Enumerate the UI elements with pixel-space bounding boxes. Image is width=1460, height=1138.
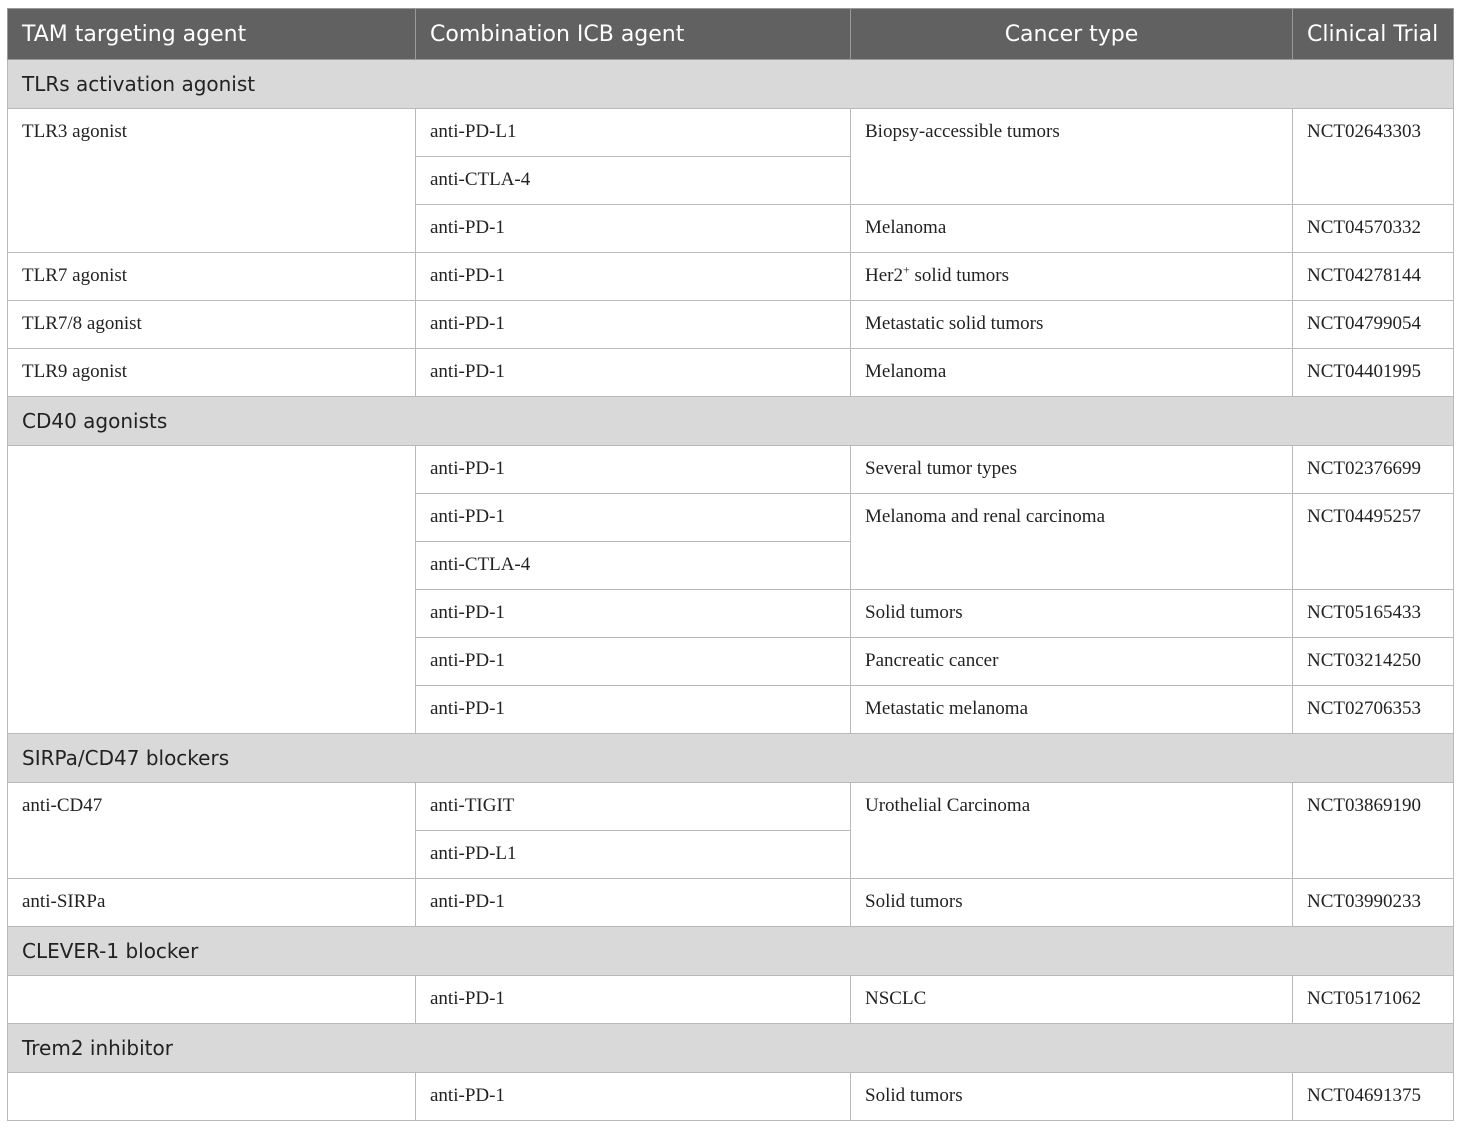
icb-agent-cell: anti-PD-1 [416,494,851,542]
clinical-trials-table [7,8,1454,1121]
icb-agent-cell: anti-PD-1 [416,976,851,1024]
section-row-trem2 [8,1024,1454,1073]
header-cancer-type: Cancer type [851,9,1293,60]
cancer-type-cell: Several tumor types [851,446,1293,494]
icb-agent-cell: anti-PD-1 [416,205,851,253]
her2-label: Her2 [865,265,903,286]
cancer-type-cell: Melanoma [851,205,1293,253]
section-row-cd40 [8,397,1454,446]
tam-agent-cell: TLR7/8 agonist [8,301,416,349]
icb-agent-cell: anti-PD-L1 [416,831,851,879]
cancer-type-cell: Solid tumors [851,1073,1293,1121]
table-row [8,1073,1454,1121]
trial-id-cell: NCT03990233 [1293,879,1454,927]
tam-agent-cell [8,1073,416,1121]
her2-suffix: solid tumors [909,265,1009,286]
cancer-type-cell: Urothelial Carcinoma [851,783,1293,879]
section-title: TLRs activation agonist [8,60,1454,109]
icb-agent-cell: anti-PD-1 [416,1073,851,1121]
icb-agent-cell: anti-PD-1 [416,349,851,397]
trial-id-cell: NCT04495257 [1293,494,1454,590]
table-row [8,253,1454,301]
icb-agent-cell: anti-PD-1 [416,253,851,301]
section-title: CD40 agonists [8,397,1454,446]
table-row [8,301,1454,349]
cancer-type-cell: Pancreatic cancer [851,638,1293,686]
header-clinical-trial: Clinical Trial [1293,9,1454,60]
section-row-tlr [8,60,1454,109]
section-row-clever [8,927,1454,976]
her2-superscript: + [902,262,910,277]
cancer-type-cell: Melanoma [851,349,1293,397]
header-icb-agent: Combination ICB agent [416,9,851,60]
table-row [8,446,1454,494]
tam-agent-cell: TLR7 agonist [8,253,416,301]
tam-agent-cell [8,976,416,1024]
trial-id-cell: NCT05171062 [1293,976,1454,1024]
icb-agent-cell: anti-PD-1 [416,879,851,927]
trial-id-cell: NCT04278144 [1293,253,1454,301]
trial-id-cell: NCT02706353 [1293,686,1454,734]
trial-id-cell: NCT02376699 [1293,446,1454,494]
tam-agent-cell [8,446,416,734]
icb-agent-cell: anti-PD-1 [416,638,851,686]
header-row [8,9,1454,60]
section-title: CLEVER-1 blocker [8,927,1454,976]
icb-agent-cell: anti-PD-1 [416,446,851,494]
tam-agent-cell: TLR3 agonist [8,109,416,253]
icb-agent-cell: anti-CTLA-4 [416,542,851,590]
table-row [8,783,1454,831]
trial-id-cell: NCT04570332 [1293,205,1454,253]
cancer-type-cell: Solid tumors [851,590,1293,638]
table-row [8,109,1454,157]
icb-agent-cell: anti-PD-1 [416,686,851,734]
tam-agent-cell: anti-CD47 [8,783,416,879]
cancer-type-cell: Melanoma and renal carcinoma [851,494,1293,590]
trial-id-cell: NCT04799054 [1293,301,1454,349]
table-row [8,349,1454,397]
trial-id-cell: NCT04691375 [1293,1073,1454,1121]
icb-agent-cell: anti-TIGIT [416,783,851,831]
trial-id-cell: NCT03214250 [1293,638,1454,686]
tam-agent-cell: anti-SIRPa [8,879,416,927]
section-row-sirpa [8,734,1454,783]
icb-agent-cell: anti-PD-1 [416,301,851,349]
table-row [8,976,1454,1024]
icb-agent-cell: anti-PD-L1 [416,109,851,157]
section-title: SIRPa/CD47 blockers [8,734,1454,783]
cancer-type-cell: Solid tumors [851,879,1293,927]
cancer-type-cell: Metastatic solid tumors [851,301,1293,349]
header-tam-agent: TAM targeting agent [8,9,416,60]
trial-id-cell: NCT04401995 [1293,349,1454,397]
icb-agent-cell: anti-CTLA-4 [416,157,851,205]
tam-agent-cell: TLR9 agonist [8,349,416,397]
table-row [8,879,1454,927]
icb-agent-cell: anti-PD-1 [416,590,851,638]
cancer-type-cell [851,253,1293,301]
cancer-type-cell: Metastatic melanoma [851,686,1293,734]
trial-id-cell: NCT02643303 [1293,109,1454,205]
cancer-type-cell: NSCLC [851,976,1293,1024]
trial-id-cell: NCT05165433 [1293,590,1454,638]
cancer-type-cell: Biopsy-accessible tumors [851,109,1293,205]
trial-id-cell: NCT03869190 [1293,783,1454,879]
section-title: Trem2 inhibitor [8,1024,1454,1073]
